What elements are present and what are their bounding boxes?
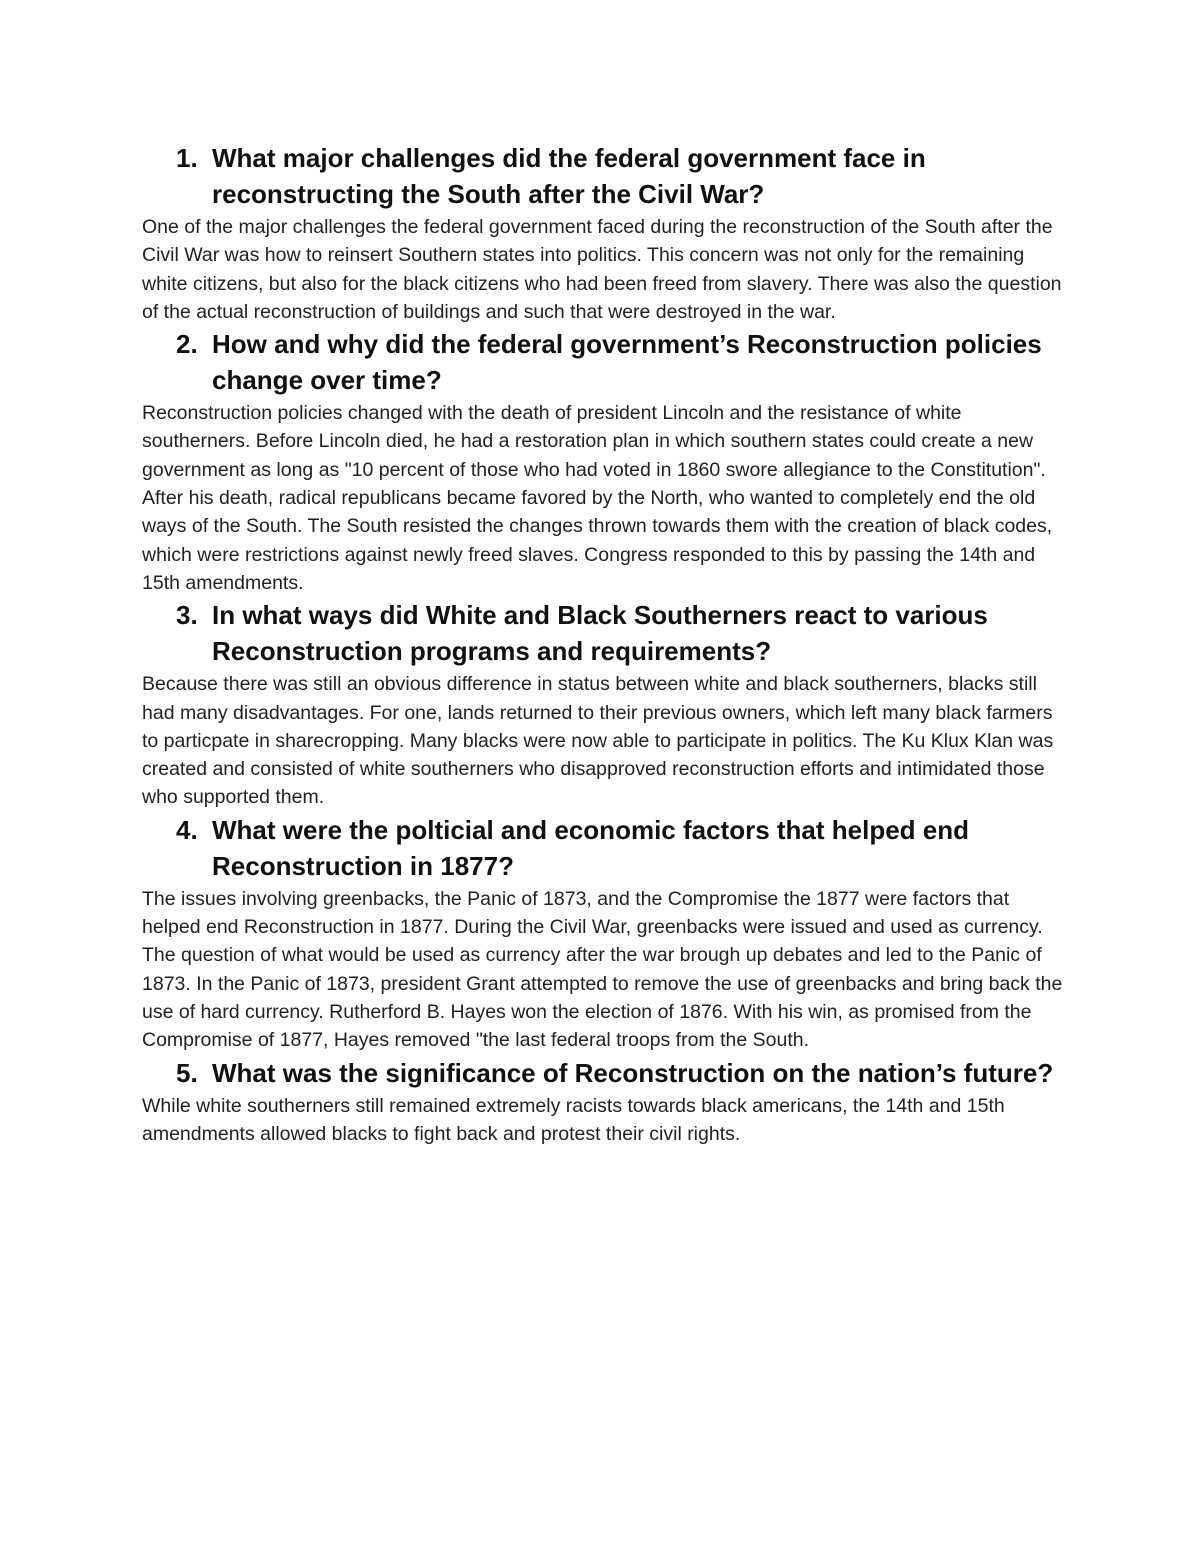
qa-section-1: [142, 140, 1067, 326]
answer-paragraph: One of the major challenges the federal government faced during the reconstruction of the South after the Civil War was how to reinsert Southern states into politics. This concern was not only for the remaining white citizens, but also for the black citizens who had been freed from slavery. There was also the question of the actual reconstruction of buildings and such that were destroyed in the war.: [142, 216, 1062, 323]
answer-paragraph: The issues involving greenbacks, the Panic of 1873, and the Compromise the 1877 were factors that helped end Reconstruction in 1877. During the Civil War, greenbacks were issued and used as currency. The question of what would be used as currency after the war brough up debates and led to the Panic of 1873. In the Panic of 1873, president Grant attempted to remove the use of greenbacks and bring back the use of hard currency. Rutherford B. Hayes won the election of 1876. With his win, as promised from the Compromise of 1877, Hayes removed "the last federal troops from the South.: [142, 887, 1063, 1052]
question-heading: [142, 140, 1067, 212]
answer-paragraph: Reconstruction policies changed with the death of president Lincoln and the resistance of white southerners. Before Lincoln died, he had a restoration plan in which southern states could create a new government as long as "10 percent of those who had voted in 1860 swore allegiance to the Constitution". After his death, radical republicans became favored by the North, who wanted to completely end the old ways of the South. The South resisted the changes thrown towards them with the creation of black codes, which were restrictions against newly freed slaves. Congress responded to this by passing the 14th and 15th amendments.: [142, 402, 1053, 594]
question-heading: [142, 812, 1067, 884]
answer-paragraph: Because there was still an obvious difference in status between white and black southerners, blacks still had many disadvantages. For one, lands returned to their previous owners, which left many black farmers to particpate in sharecropping. Many blacks were now able to participate in politics. The Ku Klux Klan was created and consisted of white southerners who disapproved reconstruction efforts and intimidated those who supported them.: [142, 673, 1054, 809]
question-number: 1.: [176, 143, 198, 173]
question-text: What was the significance of Reconstruction on the nation’s future?: [212, 1057, 1054, 1088]
question-text: What were the polticial and economic factors that helped end Reconstruction in 1877?: [212, 814, 970, 881]
question-heading: [142, 326, 1067, 398]
question-heading: [142, 1055, 1067, 1091]
qa-section-5: [142, 1055, 1067, 1149]
question-number: 4.: [176, 814, 198, 845]
question-text: What major challenges did the federal government face in reconstructing the South after the Civil War?: [212, 143, 926, 209]
qa-section-4: [142, 812, 1067, 1055]
question-text: In what ways did White and Black Southerners react to various Reconstruction programs and requirements?: [212, 600, 988, 667]
question-heading: [142, 597, 1067, 669]
qa-section-2: [142, 326, 1067, 597]
question-number: 3.: [176, 600, 198, 631]
question-number: 5.: [176, 1057, 198, 1088]
qa-section-3: [142, 597, 1067, 811]
document-page: [142, 140, 1067, 1148]
question-number: 2.: [176, 329, 198, 360]
question-text: How and why did the federal government’s Reconstruction policies change over time?: [212, 329, 1042, 396]
answer-paragraph: While white southerners still remained extremely racists towards black americans, the 14th and 15th amendments allowed blacks to fight back and protest their civil rights.: [142, 1094, 1005, 1145]
